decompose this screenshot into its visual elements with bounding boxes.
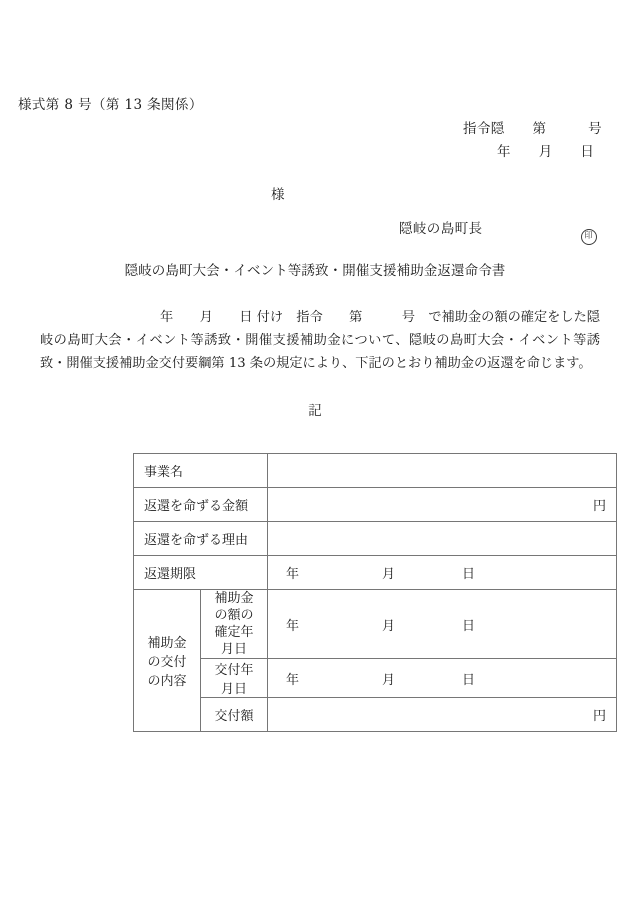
- row-label-refund-deadline: 返還期限: [134, 556, 268, 590]
- currency-unit: 円: [592, 709, 606, 724]
- table-row: [134, 556, 617, 590]
- row-value-refund-reason[interactable]: [268, 522, 617, 556]
- row-value-refund-deadline[interactable]: [268, 556, 617, 590]
- seal-glyph: 印: [581, 229, 597, 245]
- sublabel-grant-date: 交付年月日: [201, 659, 268, 698]
- date-month-label: 月: [382, 567, 396, 582]
- row-label-grant-details: 補助金の交付の内容: [134, 590, 201, 732]
- row-value-confirmation-date[interactable]: [268, 590, 617, 659]
- row-value-refund-amount[interactable]: [268, 488, 617, 522]
- sublabel-line-1: 補助金の額の: [214, 591, 254, 623]
- date-day-label: 日: [462, 672, 476, 688]
- date-placeholder: [278, 615, 606, 634]
- seal-stamp-icon: [564, 216, 597, 261]
- ki-marker: 記: [308, 403, 322, 419]
- date-year-label: 年: [286, 567, 300, 582]
- document-date: 年 月 日: [497, 144, 595, 160]
- body-text: 年 月 日 付け 指令 第 号 で補助金の額の確定をした隠岐の島町大会・イベント等誘致・開催支援補助金について、隠岐の島町大会・イベント等誘致・開催支援補助金交付要綱第 13 条の規定により、下記のとおり補助金の返還を命じます。: [40, 310, 600, 371]
- sublabel-confirmation-date: [201, 590, 268, 659]
- row-label-refund-reason: 返還を命ずる理由: [134, 522, 268, 556]
- page-title: 隠岐の島町大会・イベント等誘致・開催支援補助金返還命令書: [124, 263, 506, 279]
- date-month-label: 月: [382, 618, 396, 634]
- sublabel-line-2: 確定年月日: [214, 625, 254, 657]
- table-row: [134, 590, 617, 659]
- document-number: 指令隠 第 号: [463, 121, 602, 137]
- sublabel-grant-amount: 交付額: [201, 698, 268, 732]
- row-value-business-name[interactable]: [268, 454, 617, 488]
- form-number: 様式第 8 号（第 13 条関係）: [18, 97, 203, 113]
- table-row: [134, 488, 617, 522]
- row-value-grant-amount[interactable]: [268, 698, 617, 732]
- currency-unit: 円: [592, 499, 606, 514]
- date-day-label: 日: [462, 567, 476, 582]
- date-year-label: 年: [286, 672, 300, 688]
- addressee-honorific: 様: [271, 187, 285, 203]
- row-label-business-name: 事業名: [134, 454, 268, 488]
- row-label-refund-amount: 返還を命ずる金額: [134, 488, 268, 522]
- date-placeholder: [278, 563, 606, 582]
- table-body: [134, 454, 617, 732]
- date-day-label: 日: [462, 618, 476, 634]
- table-row: [134, 659, 617, 698]
- body-paragraph: [40, 306, 600, 375]
- date-year-label: 年: [286, 618, 300, 634]
- detail-table: [133, 453, 617, 732]
- table-row: [134, 454, 617, 488]
- date-placeholder: [278, 669, 606, 688]
- issuer-name: 隠岐の島町長: [399, 221, 483, 237]
- table-row: [134, 522, 617, 556]
- table-row: [134, 698, 617, 732]
- row-value-grant-date[interactable]: [268, 659, 617, 698]
- date-month-label: 月: [382, 672, 396, 688]
